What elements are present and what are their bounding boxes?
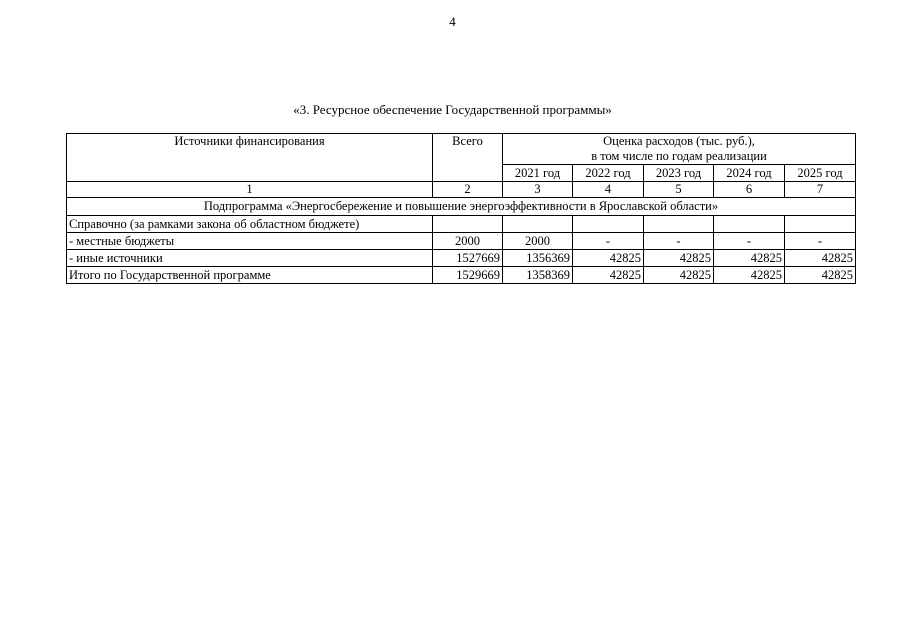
row-total: 1527669 xyxy=(433,250,503,267)
header-estimate-line1: Оценка расходов (тыс. руб.), xyxy=(603,134,755,148)
row-2021: 1356369 xyxy=(503,250,573,267)
row-2022: - xyxy=(573,233,644,250)
row-2021: 2000 xyxy=(503,233,573,250)
header-year-2023: 2023 год xyxy=(644,165,714,182)
row-label: Итого по Государственной программе xyxy=(67,267,433,284)
header-sources: Источники финансирования xyxy=(67,134,433,182)
row-label: - иные источники xyxy=(67,250,433,267)
header-year-2022: 2022 год xyxy=(573,165,644,182)
subprogram-title: Подпрограмма «Энергосбережение и повышение энергоэффективности в Ярославской области» xyxy=(67,198,856,216)
subprogram-row xyxy=(67,198,856,216)
header-year-2021: 2021 год xyxy=(503,165,573,182)
row-2024: 42825 xyxy=(714,267,785,284)
header-estimate xyxy=(503,134,856,165)
table-cell xyxy=(503,216,573,233)
table-row xyxy=(67,233,856,250)
row-2023: - xyxy=(644,233,714,250)
page-number: 4 xyxy=(449,14,456,29)
row-2022: 42825 xyxy=(573,267,644,284)
header-total: Всего xyxy=(433,134,503,182)
reference-label: Справочно (за рамками закона об областном бюджете) xyxy=(67,216,433,233)
row-2023: 42825 xyxy=(644,250,714,267)
column-number: 1 xyxy=(67,182,433,198)
column-number: 3 xyxy=(503,182,573,198)
section-title: «3. Ресурсное обеспечение Государственной программы» xyxy=(293,102,612,117)
row-total: 1529669 xyxy=(433,267,503,284)
table-cell xyxy=(644,216,714,233)
table-cell xyxy=(785,216,856,233)
column-number: 6 xyxy=(714,182,785,198)
row-2024: - xyxy=(714,233,785,250)
table-cell xyxy=(573,216,644,233)
row-label: - местные бюджеты xyxy=(67,233,433,250)
row-total: 2000 xyxy=(433,233,503,250)
resource-table xyxy=(66,133,856,284)
header-year-2024: 2024 год xyxy=(714,165,785,182)
row-2021: 1358369 xyxy=(503,267,573,284)
table-row xyxy=(67,250,856,267)
header-row xyxy=(67,134,856,165)
table-cell xyxy=(714,216,785,233)
row-2024: 42825 xyxy=(714,250,785,267)
column-number: 4 xyxy=(573,182,644,198)
header-estimate-line2: в том числе по годам реализации xyxy=(591,149,767,163)
column-number: 7 xyxy=(785,182,856,198)
reference-row xyxy=(67,216,856,233)
table-cell xyxy=(433,216,503,233)
row-2025: 42825 xyxy=(785,267,856,284)
column-number-row xyxy=(67,182,856,198)
column-number: 5 xyxy=(644,182,714,198)
row-2022: 42825 xyxy=(573,250,644,267)
row-2025: 42825 xyxy=(785,250,856,267)
row-2023: 42825 xyxy=(644,267,714,284)
table-row-total xyxy=(67,267,856,284)
column-number: 2 xyxy=(433,182,503,198)
row-2025: - xyxy=(785,233,856,250)
header-year-2025: 2025 год xyxy=(785,165,856,182)
